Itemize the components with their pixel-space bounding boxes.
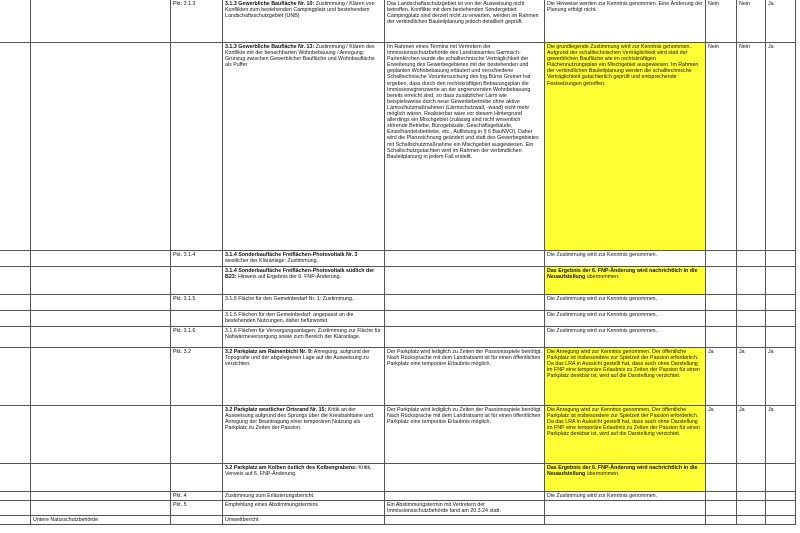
cell-abwaegung-1 [706, 43, 737, 251]
cell-empty [0, 295, 31, 311]
table-row [0, 492, 796, 501]
inhalt-bold: 3.2 Parkplatz westlicher Ortsrand Nr. 15: [225, 407, 327, 413]
cell-abwaegung-2 [737, 327, 766, 348]
cell-abwaegung-3 [766, 311, 796, 327]
cell-stellungnahme [385, 0, 545, 43]
cell-abwaegung-2 [737, 492, 766, 501]
table-row [0, 406, 796, 464]
cell-behoerde [31, 501, 171, 516]
inhalt-text: Zustimmung zum Erläuterungsbericht. [225, 493, 315, 499]
cell-stellungnahme [385, 43, 545, 251]
cell-empty [0, 311, 31, 327]
cell-empty [0, 251, 31, 267]
cell-inhalt [223, 0, 385, 43]
cell-abwaegung-2 [737, 516, 766, 525]
inhalt-bold: 3.2 Parkplatz am Rainenbichl Nr. 9: [225, 349, 313, 355]
table-row [0, 295, 796, 311]
cell-beschluss [545, 311, 706, 327]
inhalt-text: Kritik an der Ausweisung aufgrund des Sprungs über die Kreisbahltaine und Anregung der Beantragung einer temporären Nutzung als Parkplatz zu Zeiten der Passion. [225, 407, 374, 432]
inhalt-bold: 3.1.3 Gewerbliche Baufläche Nr. 13: [225, 44, 315, 50]
cell-abwaegung-2-text: Nein [739, 1, 750, 7]
cell-abwaegung-1 [706, 348, 737, 406]
cell-punkt-text: Pkt. 4 [173, 493, 187, 499]
cell-beschluss [545, 43, 706, 251]
cell-abwaegung-2-text: Ja [739, 407, 745, 413]
table-row [0, 327, 796, 348]
cell-punkt [171, 43, 223, 251]
cell-stellungnahme-text: Das Landschaftsschutzgebiet ist von der Ausweisung nicht betroffen. Konflikte mit dem bestehenden Sondergebiet Campingplatz sind derzeit nicht zu erwarten, werden im Rahmen der verbindlichen Bauleitplanung jedoch detailliert geprüft. [387, 1, 539, 26]
cell-abwaegung-2 [737, 267, 766, 295]
cell-stellungnahme [385, 406, 545, 464]
cell-behoerde [31, 516, 171, 525]
beschluss-bold: Das Ergebnis der 6. FNP-Änderung wird nachrichtlich in die Neuaufstellung [547, 268, 698, 281]
cell-behoerde [31, 348, 171, 406]
cell-empty [0, 406, 31, 464]
cell-punkt-text: Pkt. 3.1.3 [173, 1, 196, 7]
cell-abwaegung-3 [766, 464, 796, 492]
cell-abwaegung-1-text: Ja [708, 349, 714, 355]
cell-punkt-text: Pkt. 3.1.4 [173, 252, 196, 258]
inhalt-text: 3.1.5 Flächen für den Gemeinbedarf: angepasst an die bestehenden Nutzungen, daher befürwortet. [225, 312, 354, 325]
cell-punkt-text: Pkt. 3.1.5 [173, 296, 196, 302]
cell-abwaegung-1 [706, 327, 737, 348]
cell-empty [0, 516, 31, 525]
table-row [0, 251, 796, 267]
cell-abwaegung-3 [766, 492, 796, 501]
beschluss-text: Die Zustimmung wird zur Kenntnis genommen. [547, 296, 658, 302]
inhalt-bold: 3.2 Parkplatz am Kolben östlich des Kolbengrabens: [225, 465, 357, 471]
beschluss-text: Die Anregung wird zur Kenntnis genommen. Der öffentliche Parkplatz ist insbesondere zur Spielzeit der Passion erforderlich. Da das LRA in Aussicht gestellt hat, dass auch ohne Darstellung im FNP eine temporäre Erlaubnis zu Zeiten der Passion für einen Parkplatz denkbar ist, wird auf die Darstellung verzichtet. [547, 349, 700, 380]
cell-punkt [171, 311, 223, 327]
cell-inhalt [223, 251, 385, 267]
cell-abwaegung-1-text: Ja [708, 407, 714, 413]
cell-punkt [171, 348, 223, 406]
cell-stellungnahme [385, 492, 545, 501]
cell-abwaegung-3 [766, 0, 796, 43]
cell-abwaegung-3-text: Ja [768, 407, 774, 413]
inhalt-text: Zustimmung / Klären von Konflikten zum bestehenden Campingplatz und bestehendem Landschaftsschutzgebiet (UNB) [225, 1, 375, 20]
cell-abwaegung-3 [766, 327, 796, 348]
cell-punkt [171, 295, 223, 311]
cell-punkt-text: Pkt. 5 [173, 502, 187, 509]
cell-beschluss [545, 492, 706, 501]
cell-stellungnahme-text: Im Rahmen eines Termins mit Vertretern der Immissionsschutzbehörde des Landratsamtes Garmisch-Partenkirchen wurde die schalltechnische Verträglichkeit der Erweiterung des Gewerbegebietes mit der bestehenden und geplanten Wohnbebauung erläutert und verschiedene Schalltechnische Voruntersuchung des Ing.Büros Greiner hat ergeben, dass durch den rechtskräftigen Bebauungsplan die Immissionsgrenzwerte an der angrenzenden Wohnbebauung bereits erreicht sind, so dass zusätzlicher Lärm wie beispielsweise durch neue Gewerbebetriebe ohne aktive Lärmschutzmaßnahmen (Lärmschutzwall, -wand) nicht mehr möglich wären. Realisierbar wäre vor diesem Hintergrund allerdings ein Mischgebiet (zulässig sind nicht wesentlich störende Betriebe, Bürogebäude, Geschäftsgebäude, Einzelhandelsbetriebe, etc., Auflistung in § 6 BauNVO). Daher wird die Planzeichnung geändert und statt des Gewerbegebietes mit Schallschutzmaßnahme ein Mischgebiet ausgewiesen. Ein Schallschutzgutachten wird im Rahmen der verbindlichen Bauleitplanung in jedem Fall erstellt. [387, 44, 539, 160]
cell-punkt [171, 0, 223, 43]
cell-punkt-text: Pkt. 3.2 [173, 349, 191, 355]
cell-behoerde [31, 251, 171, 267]
beschluss-text: Die Zustimmung wird zur Kenntnis genommen. [547, 328, 658, 334]
cell-abwaegung-1 [706, 267, 737, 295]
cell-beschluss [545, 348, 706, 406]
cell-abwaegung-1 [706, 492, 737, 501]
cell-stellungnahme [385, 464, 545, 492]
table-row [0, 464, 796, 492]
cell-behoerde [31, 267, 171, 295]
inhalt-bold: 3.1.4 Sonderbaufläche Freiflächen-Photovoltaik Nr. 3 [225, 252, 358, 258]
cell-abwaegung-2 [737, 0, 766, 43]
inhalt-text: Anregung, aufgrund der Topografie und der abgelegenen Lage auf die Ausweisung zu verzichten. [225, 349, 370, 368]
cell-stellungnahme-text: Der Parkplatz wird lediglich zu Zeiten der Passionsspiele benötigt. Nach Rücksprache mit dem Landratsamt ist für einen öffentlichen Parkplatz eine temporäre Erlaubnis möglich. [387, 407, 542, 426]
cell-behoerde [31, 311, 171, 327]
cell-abwaegung-2 [737, 348, 766, 406]
cell-stellungnahme [385, 295, 545, 311]
cell-abwaegung-1 [706, 406, 737, 464]
cell-punkt [171, 501, 223, 516]
cell-stellungnahme [385, 348, 545, 406]
cell-abwaegung-1 [706, 251, 737, 267]
cell-abwaegung-3 [766, 516, 796, 525]
cell-beschluss [545, 516, 706, 525]
inhalt-text: 3.1.5 Fläche für den Gemeinbedarf Nr. 1: Zustimmung. [225, 296, 354, 302]
cell-inhalt [223, 348, 385, 406]
cell-empty [0, 267, 31, 295]
beschluss-text: übernommen. [585, 274, 620, 281]
cell-punkt [171, 267, 223, 295]
cell-empty [0, 348, 31, 406]
cell-stellungnahme [385, 267, 545, 295]
cell-empty [0, 501, 31, 516]
cell-punkt [171, 516, 223, 525]
cell-abwaegung-1 [706, 0, 737, 43]
beschluss-text: Die Zustimmung wird zur Kenntnis genommen. [547, 252, 658, 258]
cell-inhalt [223, 311, 385, 327]
inhalt-text: 3.1.6 Flächen für Versorgungsanlagen: Zustimmung zur Fläche für Nahwärmeversorgung sowie zum Bereich der Kläranlage. [225, 328, 381, 341]
cell-behoerde [31, 0, 171, 43]
cell-abwaegung-1-text: Nein [708, 44, 719, 50]
cell-behoerde [31, 327, 171, 348]
cell-abwaegung-2-text: Ja [739, 349, 745, 355]
inhalt-text: westlicher der Kläranlage: Zustimmung. [225, 258, 319, 265]
cell-punkt [171, 464, 223, 492]
beschluss-text: Die Hinweise werden zur Kenntnis genommen. Eine Änderung der Planung erfolgt nicht. [547, 1, 703, 14]
cell-empty [0, 43, 31, 251]
inhalt-text: Kritik, Verweis auf 6. FNP-Änderung. [225, 465, 372, 478]
cell-behoerde [31, 295, 171, 311]
cell-beschluss [545, 406, 706, 464]
cell-abwaegung-2 [737, 295, 766, 311]
cell-abwaegung-1 [706, 311, 737, 327]
cell-beschluss [545, 0, 706, 43]
cell-abwaegung-1 [706, 516, 737, 525]
cell-empty [0, 327, 31, 348]
beschluss-bold: Das Ergebnis der 6. FNP-Änderung wird nachrichtlich in die Neuaufstellung [547, 465, 698, 478]
cell-empty [0, 0, 31, 43]
cell-abwaegung-2 [737, 406, 766, 464]
cell-inhalt [223, 327, 385, 348]
inhalt-text: Empfehlung eines Abstimmungstermins [225, 502, 319, 509]
table-row [0, 0, 796, 43]
cell-abwaegung-3 [766, 348, 796, 406]
cell-abwaegung-1 [706, 295, 737, 311]
table-row [0, 516, 796, 525]
cell-abwaegung-3-text: Ja [768, 349, 774, 355]
cell-beschluss [545, 267, 706, 295]
cell-abwaegung-1-text: Nein [708, 1, 719, 7]
cell-inhalt [223, 267, 385, 295]
cell-stellungnahme [385, 251, 545, 267]
cell-inhalt [223, 406, 385, 464]
beschluss-text: Die grundlegende Zustimmung wird zur Kenntnis genommen. Aufgrund der schalltechnischen Verträglichkeit wird statt der gewerblichen Baufläche wie im rechtskräftigen Flächennutzungsplan ein Mischgebiet ausgewiesen. Im Rahmen der verbindlichen Bauleitplanung werden die schalltechnische Verträglichkeit gutachterlich geprüft und entsprechende Festsetzungen getroffen. [547, 44, 699, 87]
inhalt-bold: 3.1.3 Gewerbliche Baufläche Nr. 10: [225, 1, 315, 7]
inhalt-text: Hinweis auf Ergebnis der 6. FNP-Änderung. [236, 274, 342, 281]
beschluss-text: übernommen. [585, 471, 620, 478]
cell-behoerde [31, 406, 171, 464]
cell-punkt [171, 406, 223, 464]
cell-behoerde-text: Untere Naturschutzbehörde [33, 517, 99, 524]
table-row [0, 311, 796, 327]
cell-punkt [171, 251, 223, 267]
cell-inhalt [223, 43, 385, 251]
cell-punkt-text: Pkt. 3.1.6 [173, 328, 196, 334]
cell-behoerde [31, 43, 171, 251]
cell-behoerde [31, 464, 171, 492]
table-row [0, 43, 796, 251]
table-row [0, 348, 796, 406]
cell-abwaegung-2 [737, 251, 766, 267]
cell-abwaegung-3 [766, 406, 796, 464]
cell-abwaegung-1 [706, 464, 737, 492]
table-row [0, 267, 796, 295]
cell-behoerde [31, 492, 171, 501]
table-row [0, 501, 796, 516]
cell-abwaegung-1 [706, 501, 737, 516]
cell-stellungnahme [385, 327, 545, 348]
cell-abwaegung-2 [737, 311, 766, 327]
cell-beschluss [545, 295, 706, 311]
beschluss-text: Die Zustimmung wird zur Kenntnis genommen. [547, 493, 658, 499]
cell-abwaegung-3 [766, 251, 796, 267]
cell-stellungnahme [385, 501, 545, 516]
cell-beschluss [545, 327, 706, 348]
beschluss-text: Die Zustimmung wird zur Kenntnis genommen. [547, 312, 658, 318]
inhalt-text: Umweltbericht [225, 517, 259, 524]
inhalt-bold: 3.1.4 Sonderbaufläche Freiflächen-Photovoltaik südlich der B23: [225, 268, 375, 281]
cell-abwaegung-3-text: Ja [768, 1, 774, 7]
cell-beschluss [545, 464, 706, 492]
cell-abwaegung-2-text: Nein [739, 44, 750, 50]
cell-abwaegung-3-text: Ja [768, 44, 774, 50]
cell-inhalt [223, 492, 385, 501]
beschluss-text: Die Anregung wird zur Kenntnis genommen. Der öffentliche Parkplatz ist insbesondere zur Spielzeit der Passion erforderlich. Da das LRA in Aussicht gestellt hat, dass auch ohne Darstellung im FNP eine temporäre Erlaubnis zu Zeiten der Passion für einen Parkplatz denkbar ist, wird auf die Darstellung verzichtet. [547, 407, 700, 438]
cell-abwaegung-3 [766, 43, 796, 251]
cell-abwaegung-2 [737, 501, 766, 516]
cell-inhalt [223, 464, 385, 492]
cell-abwaegung-3 [766, 501, 796, 516]
cell-inhalt [223, 295, 385, 311]
cell-stellungnahme-text: Ein Abstimmungstermin mit Vertretern der Immissionsschutzbehörde fand am 20.3.24 statt. [387, 502, 501, 515]
cell-abwaegung-3 [766, 267, 796, 295]
cell-inhalt [223, 501, 385, 516]
cell-inhalt [223, 516, 385, 525]
cell-empty [0, 492, 31, 501]
inhalt-text: Zustimmung / Klären des Konflikte mit der benachbarten Wohnbebauung / Anregung: Grünzug zwischen Gewerblicher Baufläche und Wohnbaufläche als Puffer [225, 44, 375, 69]
cell-abwaegung-2 [737, 43, 766, 251]
cell-stellungnahme [385, 516, 545, 525]
cell-beschluss [545, 501, 706, 516]
cell-beschluss [545, 251, 706, 267]
cell-punkt [171, 492, 223, 501]
cell-empty [0, 464, 31, 492]
cell-punkt [171, 327, 223, 348]
cell-abwaegung-2 [737, 464, 766, 492]
cell-abwaegung-3 [766, 295, 796, 311]
cell-stellungnahme-text: Der Parkplatz wird lediglich zu Zeiten der Passionsspiele benötigt. Nach Rücksprache mit dem Landratsamt ist für einen öffentlichen Parkplatz eine temporäre Erlaubnis möglich. [387, 349, 542, 368]
cell-stellungnahme [385, 311, 545, 327]
